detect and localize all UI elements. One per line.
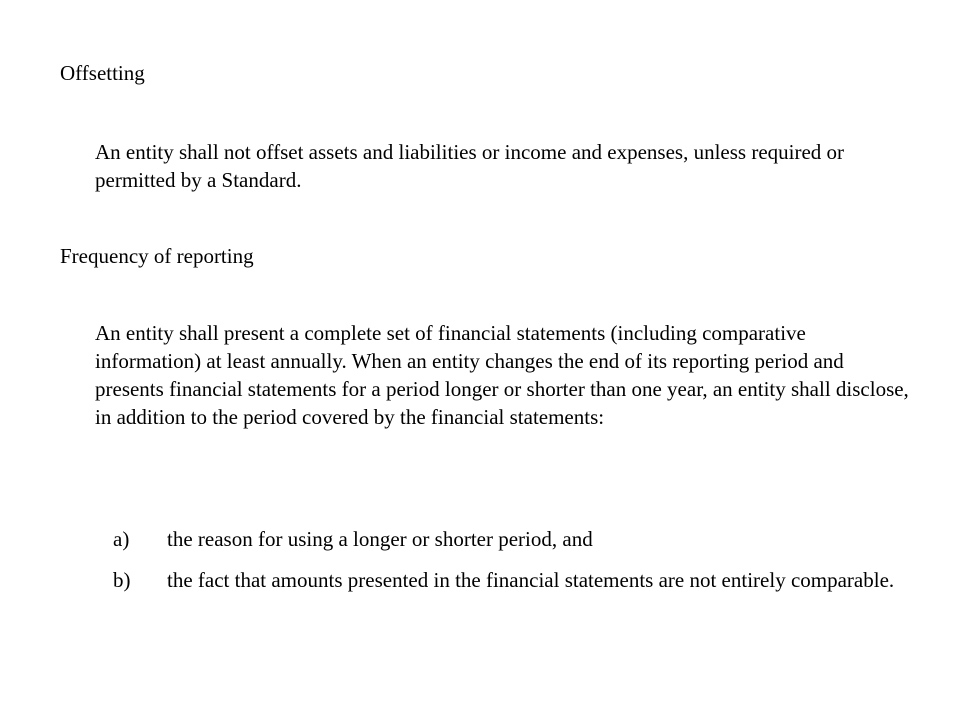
heading-offsetting: Offsetting xyxy=(60,61,145,85)
heading-frequency-of-reporting: Frequency of reporting xyxy=(60,244,254,268)
list-marker: b) xyxy=(113,568,131,592)
list-marker: a) xyxy=(113,527,130,551)
list-item-text: the reason for using a longer or shorter period, and xyxy=(167,527,593,551)
paragraph-frequency-of-reporting: An entity shall present a complete set of financial statements (including comparative information) at least annually. When an entity changes the end of its reporting period and presents financial statements for a period longer or shorter than one year, an entity shall disclose, in addition to the period covered by the financial statements: xyxy=(95,321,909,429)
list-item-text: the fact that amounts presented in the financial statements are not entirely comparable. xyxy=(167,568,895,592)
paragraph-offsetting: An entity shall not offset assets and liabilities or income and expenses, unless required or permitted by a Standard. xyxy=(95,140,845,192)
